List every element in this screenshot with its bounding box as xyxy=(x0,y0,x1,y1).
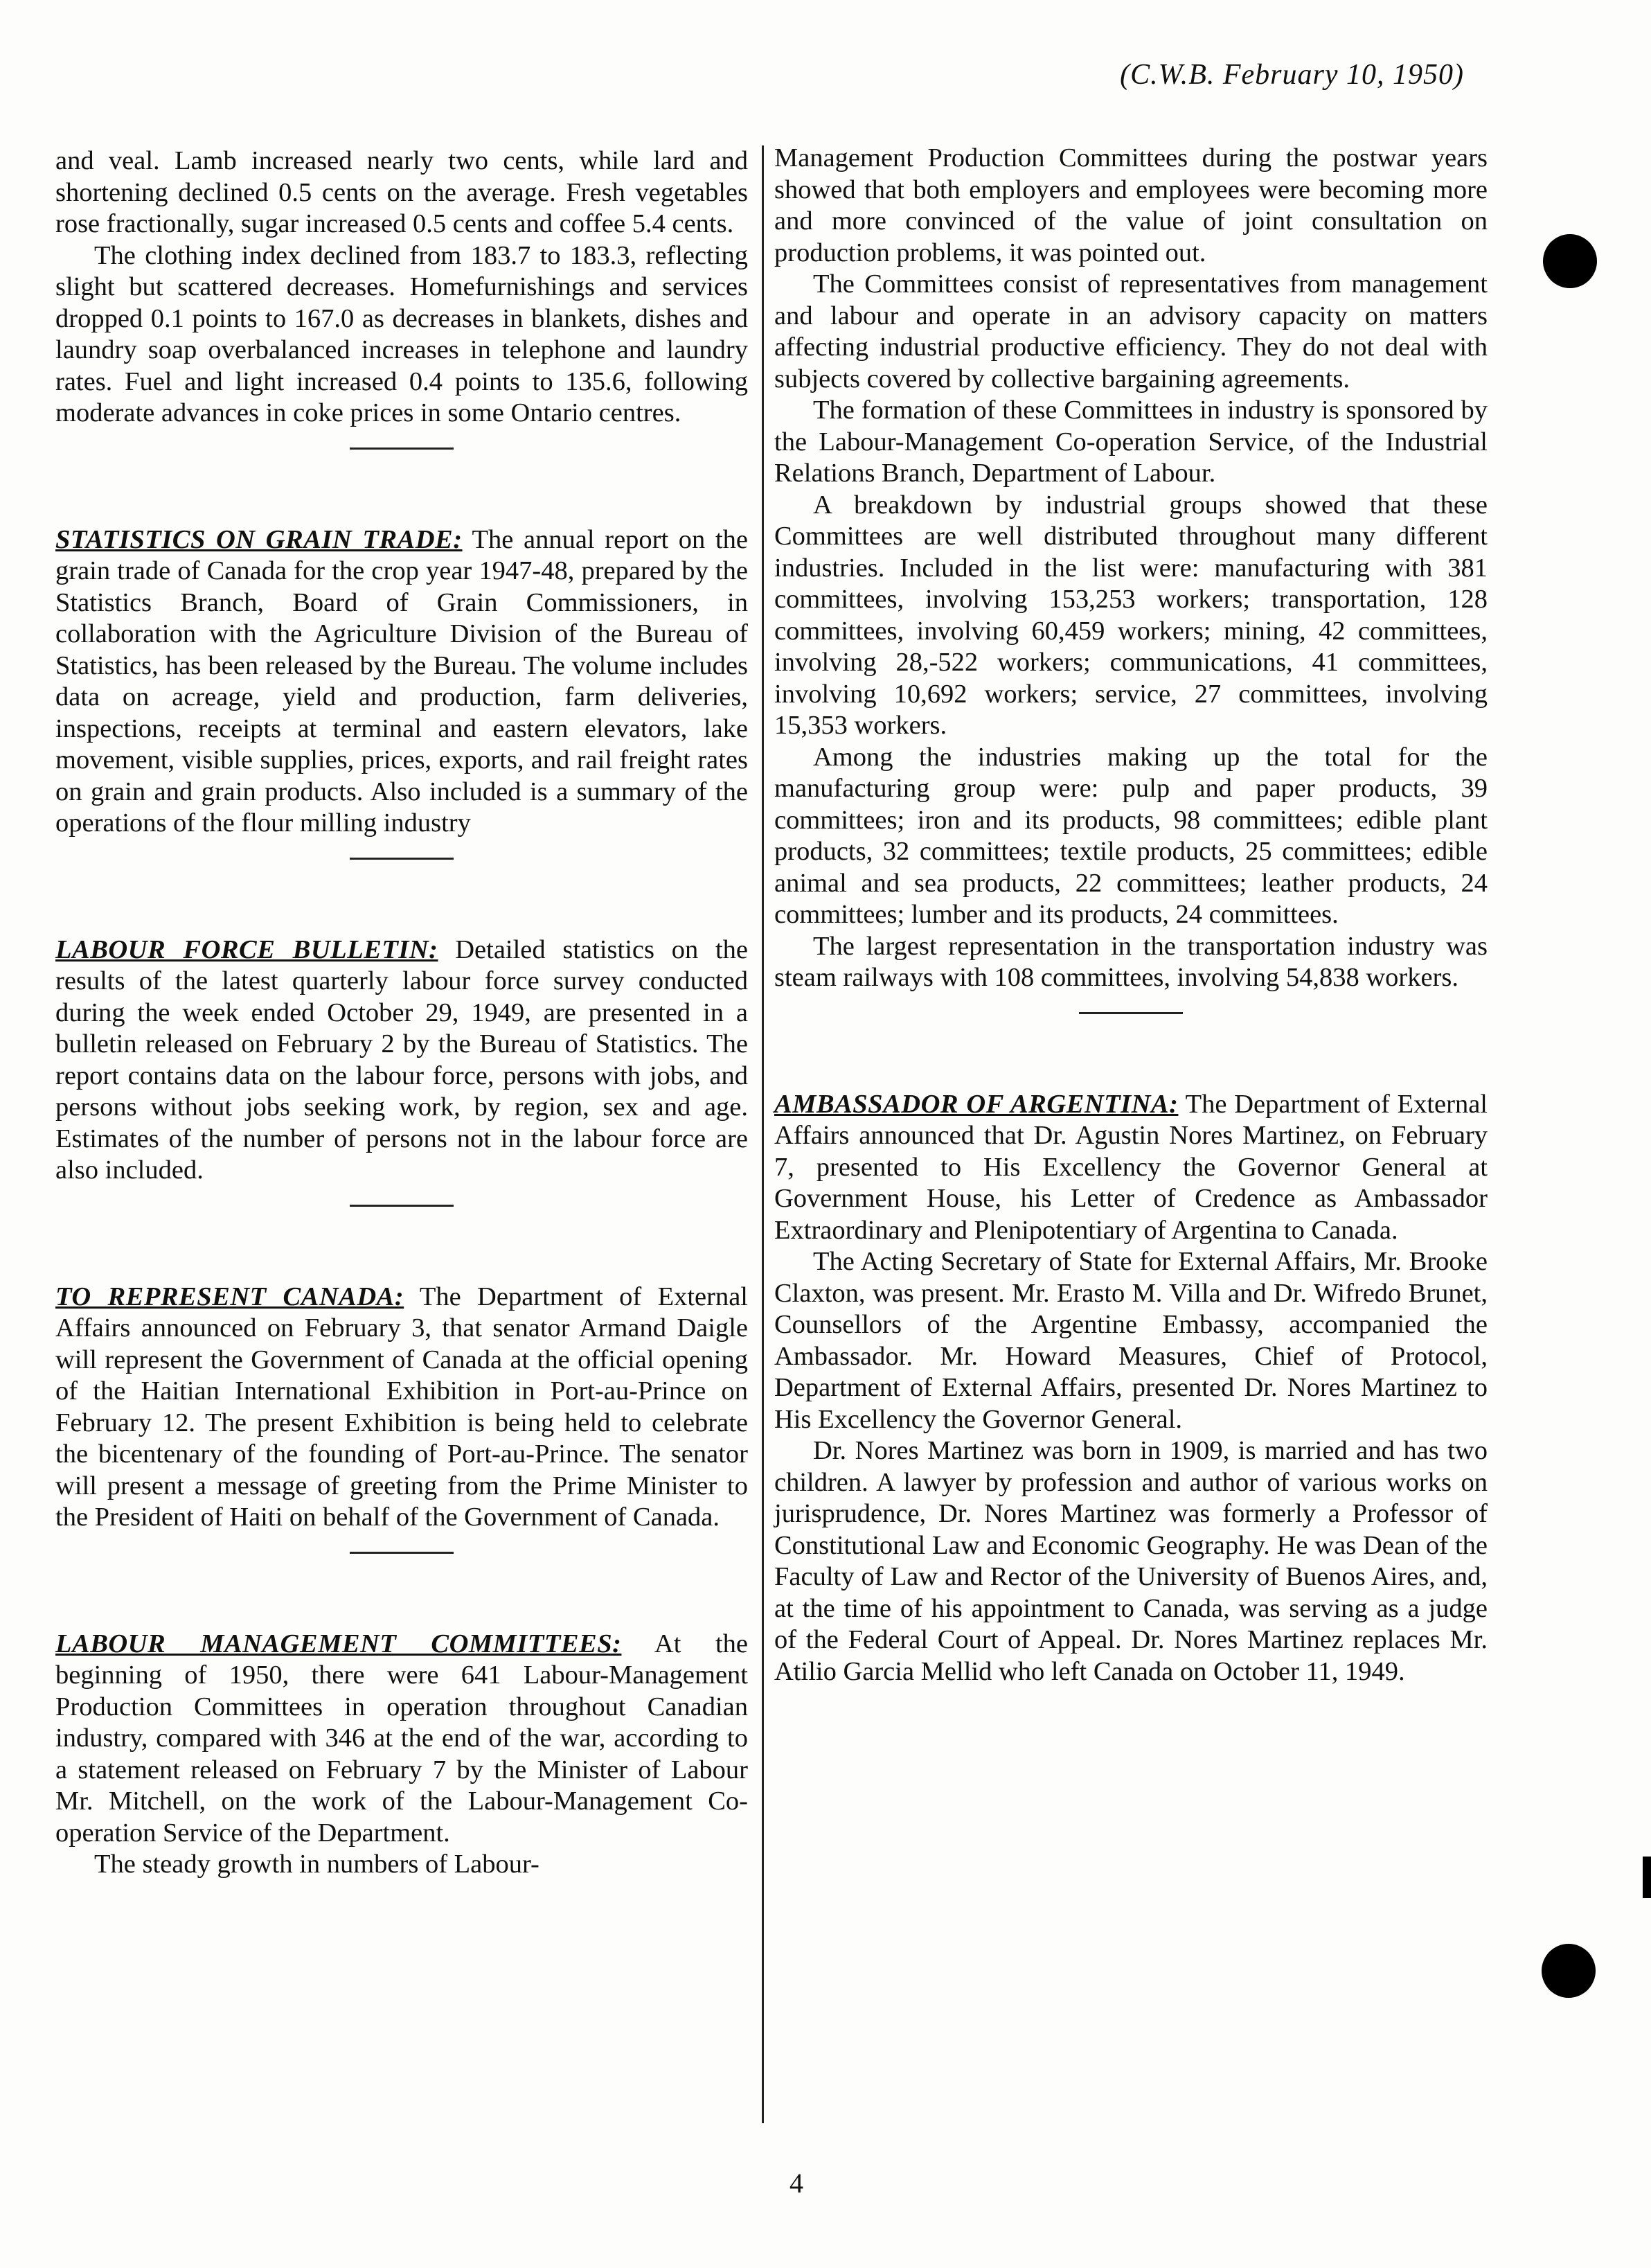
section-divider xyxy=(350,858,454,860)
paragraph: Among the industries making up the total for the manufacturing group were: pulp and paper products, 39 committees; iron and its products, 98 committees; edible plant products, 32 committees; textile products, 25 committees; edible animal and sea products, 22 committees; leather products, 24 committees; lumber and its products, 24 committees. xyxy=(774,742,1488,929)
ambassador-article xyxy=(774,1089,1488,1247)
labour-force-article xyxy=(55,934,748,1187)
edge-mark xyxy=(1643,1857,1651,1898)
grain-trade-article xyxy=(55,524,748,840)
paragraph: A breakdown by industrial groups showed that these Committees are well distributed throughout many different industries. Included in the list were: manufacturing with 381 committees, involving 153,253 workers; transportation, 128 committees, involving 60,459 workers; mining, 42 committees, involving 28,-522 workers; communications, 41 committees, involving 10,692 workers; service, 27 committees, involving 15,353 workers. xyxy=(774,490,1488,740)
paragraph: The clothing index declined from 183.7 to 183.3, reflecting slight but scattered decreases. Homefurnishings and services dropped 0.1 points to 167.0 as decreases in blankets, dishes and laundry soap overbalanced increases in telephone and laundry rates. Fuel and light increased 0.4 points to 135.6, following moderate advances in coke prices in some Ontario centres. xyxy=(55,240,748,427)
punch-hole xyxy=(1543,234,1597,288)
column-divider xyxy=(762,145,764,2123)
labour-management-article xyxy=(55,1629,748,1850)
article-heading: AMBASSADOR OF ARGENTINA: xyxy=(774,1089,1179,1119)
punch-hole xyxy=(1542,1944,1596,1998)
article-text: At the beginning of 1950, there were 641 Labour-Management Production Committees in operation throughout Canadian industry, compared with 346 at the end of the war, according to a statement released on February 7 by the Minister of Labour Mr. Mitchell, on the work of the Labour-Management Co-operation Service of the Department. xyxy=(55,1629,748,1848)
article-heading: TO REPRESENT CANADA: xyxy=(55,1282,404,1311)
paragraph: Dr. Nores Martinez was born in 1909, is married and has two children. A lawyer by profession and author of various works on jurisprudence, Dr. Nores Martinez was formerly a Professor of Constitutional Law and Economic Geography. He was Dean of the Faculty of Law and Rector of the University of Buenos Aires, and, at the time of his appointment to Canada, was serving as a judge of the Federal Court of Appeal. Dr. Nores Martinez replaces Mr. Atilio Garcia Mellid who left Canada on October 11, 1949. xyxy=(774,1436,1488,1686)
section-divider xyxy=(350,1552,454,1554)
right-column xyxy=(774,143,1488,1687)
article-heading: STATISTICS ON GRAIN TRADE: xyxy=(55,524,463,554)
article-text: The Department of External Affairs announced on February 3, that senator Armand Daigle will represent the Government of Canada at the official opening of the Haitian International Exhibition in Port-au-Prince on February 12. The present Exhibition is being held to celebrate the bicentenary of the founding of Port-au-Prince. The senator will present a message of greeting from the Prime Minister to the President of Haiti on behalf of the Government of Canada. xyxy=(55,1282,748,1532)
article-text: The Department of External Affairs announced that Dr. Agustin Nores Martinez, on February 7, presented to His Excellency the Governor General at Government House, his Letter of Credence as Ambassador Extraordinary and Plenipotentiary of Argentina to Canada. xyxy=(774,1089,1488,1245)
page-number: 4 xyxy=(789,2168,803,2199)
article-text: Detailed statistics on the results of the latest quarterly labour force survey conducted during the week ended October 29, 1949, are presented in a bulletin released on February 2 by the Bureau of Statistics. The report contains data on the labour force, persons with jobs, and persons without jobs seeking work, by region, sex and age. Estimates of the number of persons not in the labour force are also included. xyxy=(55,934,748,1185)
section-divider xyxy=(350,1205,454,1207)
page-header: (C.W.B. February 10, 1950) xyxy=(1120,59,1464,91)
article-heading: LABOUR FORCE BULLETIN: xyxy=(55,934,438,964)
paragraph: The largest representation in the transportation industry was steam railways with 108 committees, involving 54,838 workers. xyxy=(774,931,1488,992)
paragraph: The Committees consist of representatives from management and labour and operate in an advisory capacity on matters affecting industrial productive efficiency. They do not deal with subjects covered by collective bargaining agreements. xyxy=(774,269,1488,393)
paragraph: The steady growth in numbers of Labour- xyxy=(94,1850,539,1879)
article-text: The annual report on the grain trade of Canada for the crop year 1947-48, prepared by the Statistics Branch, Board of Grain Commissioners, in collaboration with the Agriculture Division of the Bureau of Statistics, has been released by the Bureau. The volume includes data on acreage, yield and production, farm deliveries, inspections, receipts at terminal and eastern elevators, lake movement, visible supplies, prices, exports, and rail freight rates on grain and grain products. Also included is a summary of the operations of the flour milling industry xyxy=(55,524,748,838)
paragraph: The Acting Secretary of State for External Affairs, Mr. Brooke Claxton, was present. Mr. Erasto M. Villa and Dr. Wifredo Brunet, Counsellors of the Argentine Embassy, accompanied the Ambassador. Mr. Howard Measures, Chief of Protocol, Department of External Affairs, presented Dr. Nores Martinez to His Excellency the Governor General. xyxy=(774,1247,1488,1434)
left-column xyxy=(55,145,748,1881)
paragraph: The formation of these Committees in industry is sponsored by the Labour-Management Co-operation Service, of the Industrial Relations Branch, Department of Labour. xyxy=(774,396,1488,488)
section-divider xyxy=(1079,1012,1183,1014)
paragraph: Management Production Committees during the postwar years showed that both employers and employees were becoming more and more convinced of the value of joint consultation on production problems, it was pointed out. xyxy=(774,143,1488,267)
section-divider xyxy=(350,448,454,450)
paragraph: and veal. Lamb increased nearly two cents, while lard and shortening declined 0.5 cents on the average. Fresh vegetables rose fractionally, sugar increased 0.5 cents and coffee 5.4 cents. xyxy=(55,146,748,238)
represent-canada-article xyxy=(55,1282,748,1534)
article-heading: LABOUR MANAGEMENT COMMITTEES: xyxy=(55,1629,622,1658)
